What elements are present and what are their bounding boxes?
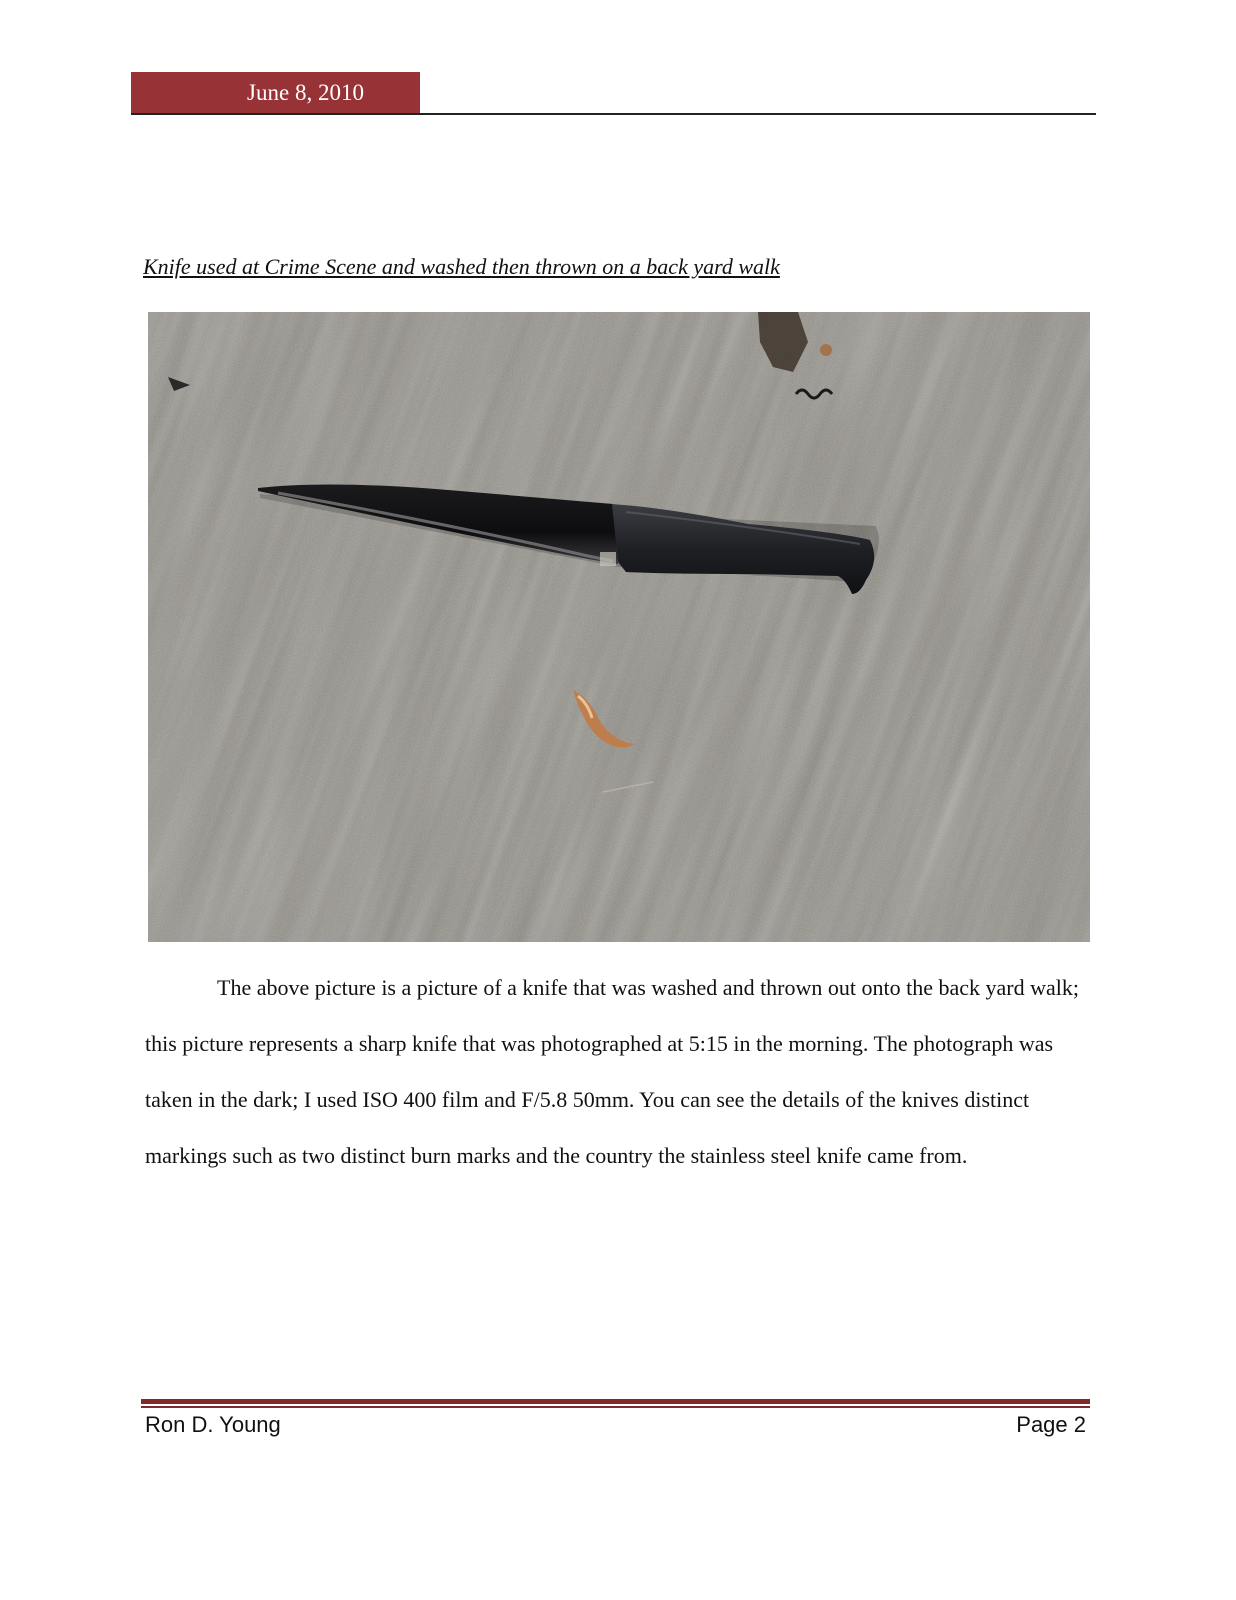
footer-page-number: Page 2 xyxy=(1016,1412,1086,1437)
body-paragraph: The above picture is a picture of a knife that was washed and thrown out onto the back yard walk; this picture represents a sharp knife that was photographed at 5:15 in the morning. The photograph was taken in the dark; I used ISO 400 film and F/5.8 50mm. You can see the details of the knives distinct markings such as two distinct burn marks and the country the stainless steel knife came from. xyxy=(145,975,1079,1168)
body-paragraph-container xyxy=(145,960,1080,1184)
header-rule xyxy=(131,113,1096,115)
knife-photo xyxy=(148,312,1090,942)
footer-rule-thin xyxy=(141,1406,1090,1408)
section-title: Knife used at Crime Scene and washed then thrown on a back yard walk xyxy=(143,254,780,279)
footer-author: Ron D. Young xyxy=(145,1412,281,1437)
footer-rule xyxy=(141,1399,1090,1404)
header-date: June 8, 2010 xyxy=(247,80,364,105)
